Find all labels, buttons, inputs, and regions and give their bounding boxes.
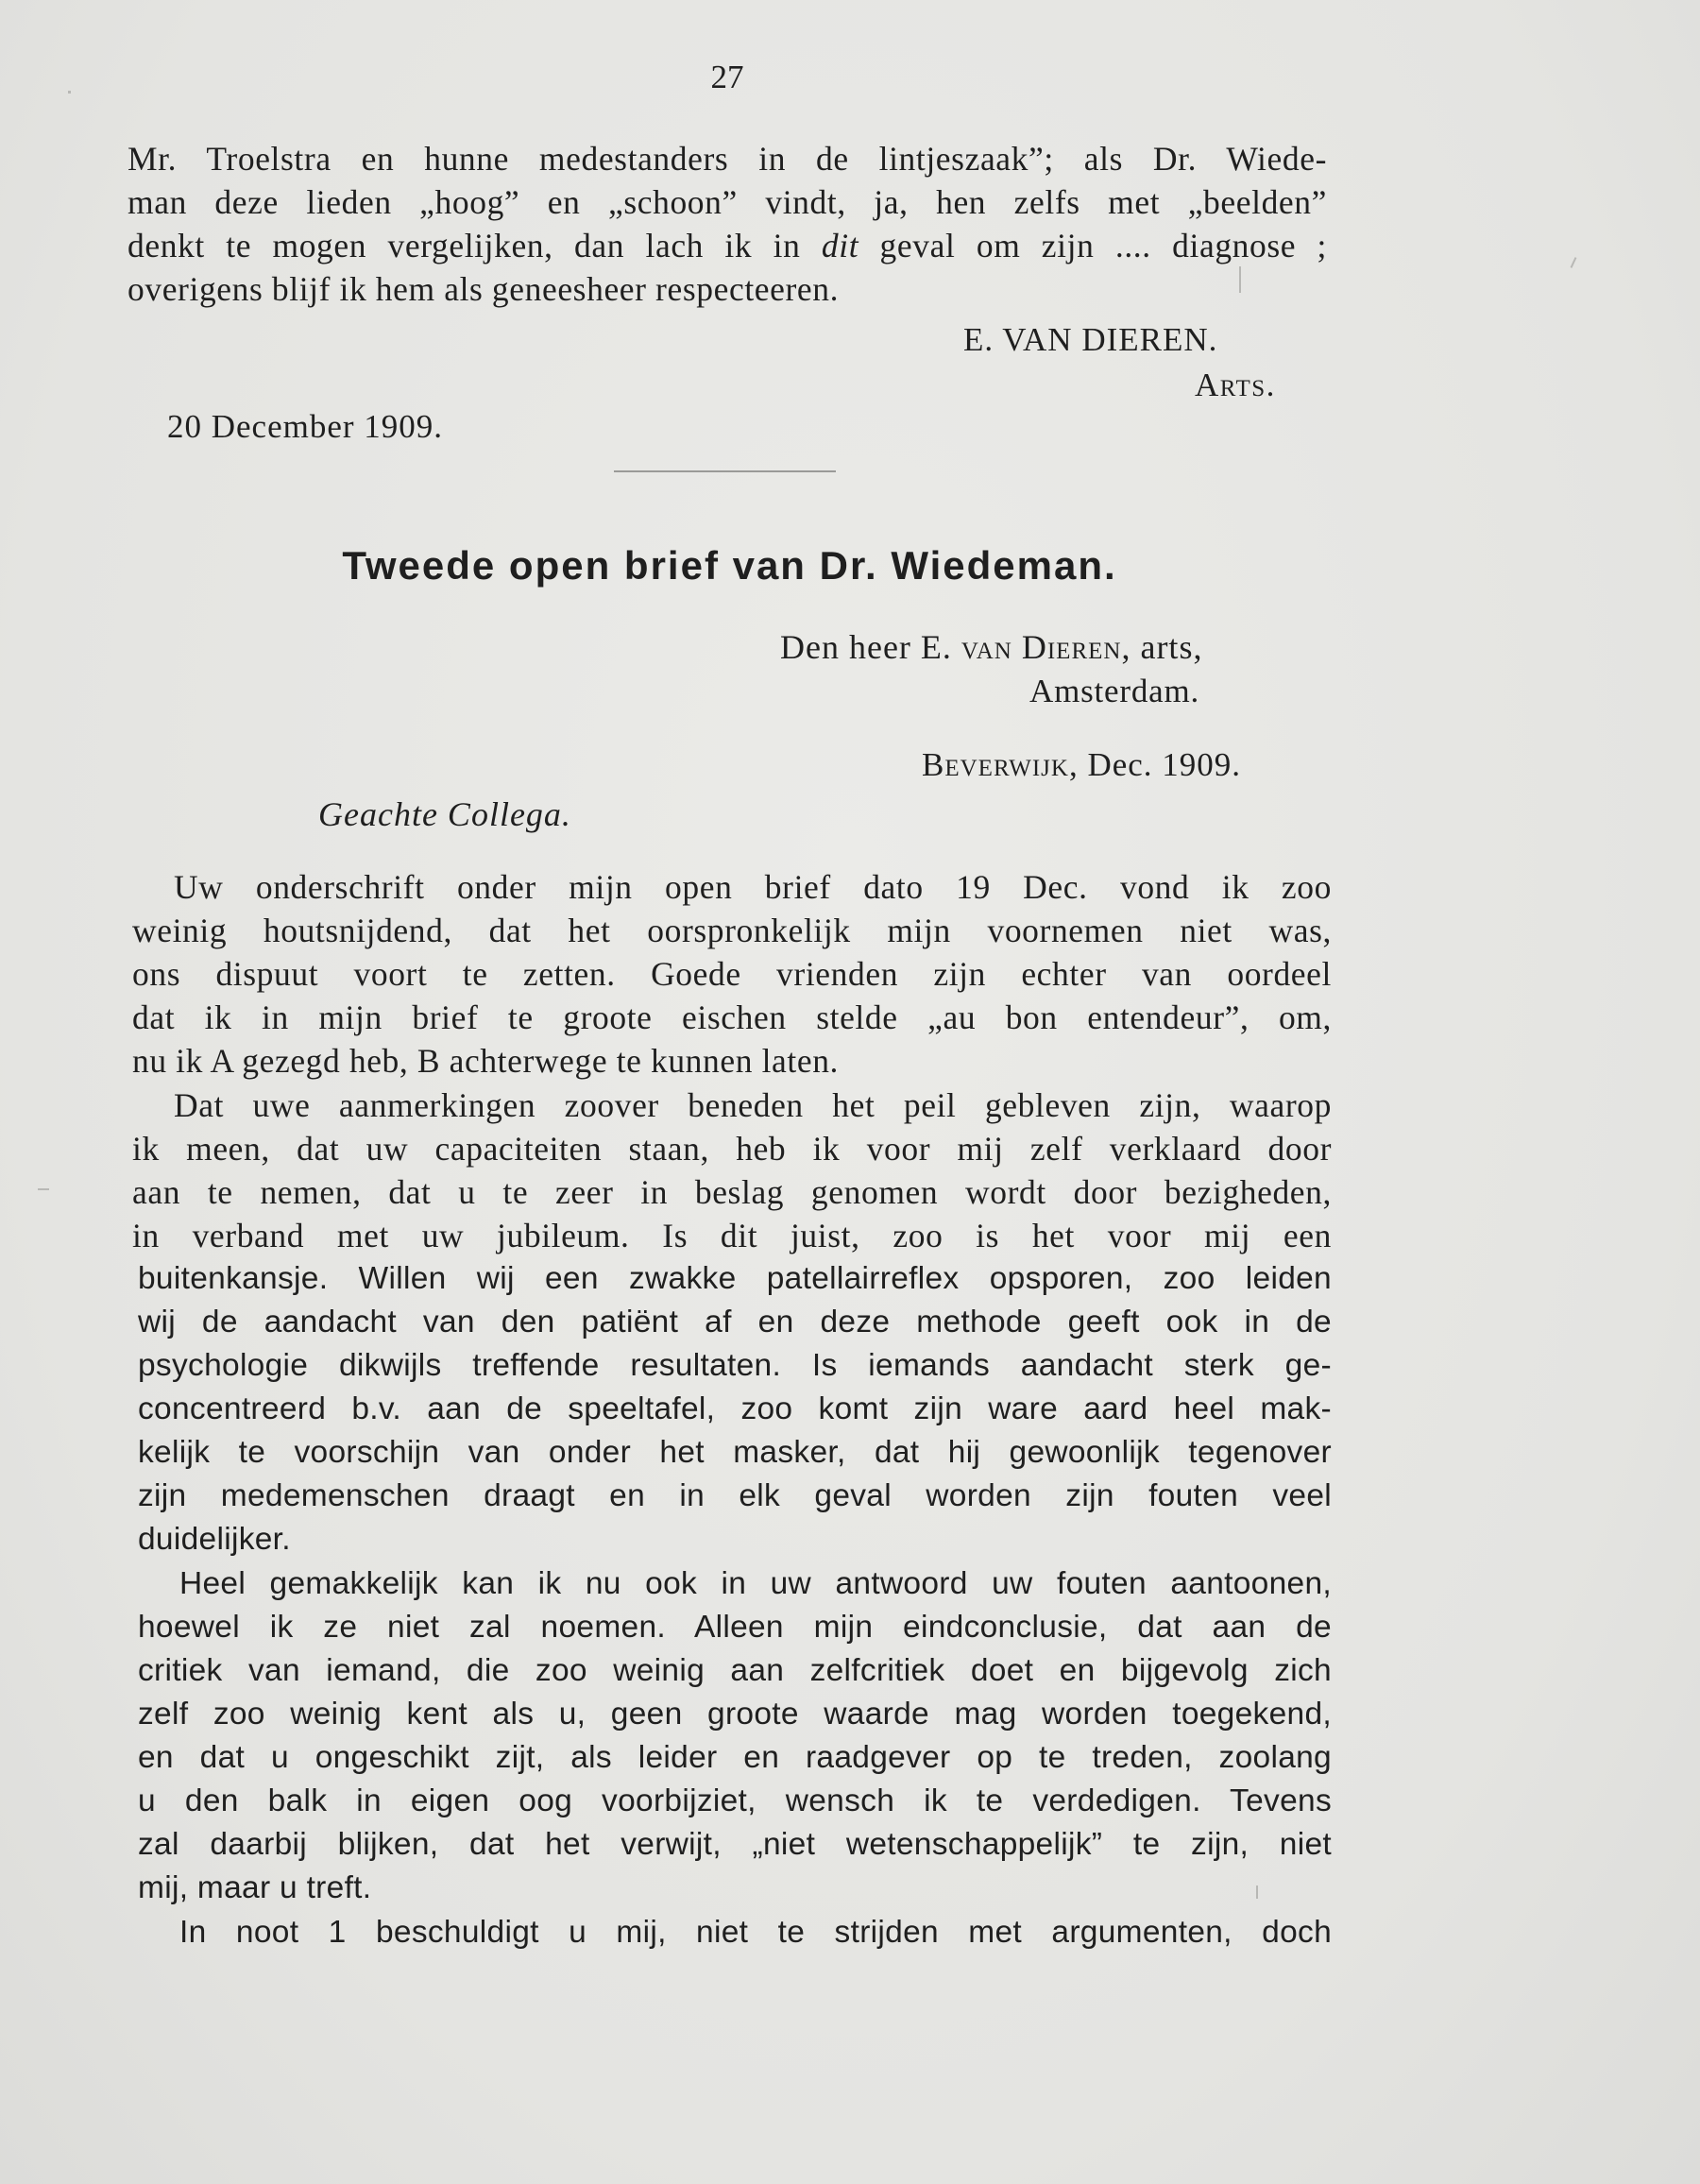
section-divider bbox=[614, 470, 836, 472]
body-text-line: ons dispuut voort te zetten. Goede vrienden zijn echter van oordeel bbox=[132, 955, 1332, 993]
body-text-line: u den balk in eigen oog voorbijziet, wensch ik te verdedigen. Tevens bbox=[138, 1783, 1332, 1818]
signature-title: Arts. bbox=[1195, 367, 1276, 403]
body-text-line: mij, maar u treft. bbox=[138, 1870, 372, 1905]
body-text-line: Dat uwe aanmerkingen zoover beneden het peil gebleven zijn, waarop bbox=[174, 1086, 1332, 1124]
body-text-line: buitenkansje. Willen wij een zwakke patellairreflex opsporen, zoo leiden bbox=[138, 1261, 1332, 1296]
body-text-line: Heel gemakkelijk kan ik nu ook in uw antwoord uw fouten aantoonen, bbox=[179, 1566, 1332, 1601]
addressee-city: Amsterdam. bbox=[1029, 673, 1200, 709]
body-text-line: critiek van iemand, die zoo weinig aan zelfcritiek doet en bijgevolg zich bbox=[138, 1653, 1332, 1688]
scan-speck bbox=[1239, 266, 1241, 293]
body-text-line: zelf zoo weinig kent als u, geen groote waarde mag worden toegekend, bbox=[138, 1697, 1332, 1732]
body-text-line: In noot 1 beschuldigt u mij, niet te strijden met argumenten, doch bbox=[179, 1915, 1332, 1950]
line-text: geval om zijn .... diagnose ; bbox=[858, 227, 1328, 264]
body-text-line: ik meen, dat uw capaciteiten staan, heb ik voor mij zelf verklaard door bbox=[132, 1130, 1332, 1168]
scan-speck bbox=[1571, 257, 1577, 268]
body-text-line: in verband met uw jubileum. Is dit juist, zoo is het voor mij een bbox=[132, 1217, 1332, 1254]
body-text-line: man deze lieden „hoog” en „schoon” vindt, ja, hen zelfs met „beelden” bbox=[128, 183, 1327, 221]
body-text-line: kelijk te voorschijn van onder het masker, dat hij gewoonlijk tegenover bbox=[138, 1435, 1332, 1470]
date-text: , Dec. 1909. bbox=[1068, 746, 1242, 783]
scan-speck bbox=[38, 1188, 49, 1190]
place-name: Beverwijk bbox=[922, 746, 1069, 783]
letter-date: 20 December 1909. bbox=[167, 408, 444, 445]
line-text: denkt te mogen vergelijken, dan lach ik in bbox=[128, 227, 822, 264]
italic-word: dit bbox=[821, 227, 859, 264]
body-text-line: en dat u ongeschikt zijt, als leider en raadgever op te treden, zoolang bbox=[138, 1740, 1332, 1775]
body-text-line: duidelijker. bbox=[138, 1522, 291, 1557]
addressee-suffix: , arts, bbox=[1121, 628, 1203, 666]
body-text-line: psychologie dikwijls treffende resultaten. Is iemands aandacht sterk ge- bbox=[138, 1348, 1332, 1383]
body-text-line: zijn medemenschen draagt en in elk geval worden zijn fouten veel bbox=[138, 1478, 1332, 1513]
letter-heading: Tweede open brief van Dr. Wiedeman. bbox=[342, 543, 1117, 588]
body-text-line bbox=[128, 224, 1327, 267]
addressee bbox=[780, 627, 1202, 667]
salutation: Geachte Collega. bbox=[318, 795, 571, 833]
body-text-line: concentreerd b.v. aan de speeltafel, zoo komt zijn ware aard heel mak- bbox=[138, 1391, 1332, 1426]
body-text-line: dat ik in mijn brief te groote eischen stelde „au bon entendeur”, om, bbox=[132, 998, 1332, 1036]
body-text-line: aan te nemen, dat u te zeer in beslag genomen wordt door bezigheden, bbox=[132, 1173, 1332, 1211]
page-number: 27 bbox=[710, 59, 744, 95]
signature-name: E. VAN DIEREN. bbox=[963, 321, 1218, 358]
body-text-line: Mr. Troelstra en hunne medestanders in de lintjeszaak”; als Dr. Wiede- bbox=[128, 140, 1327, 178]
addressee-name: van Dieren bbox=[960, 628, 1122, 666]
body-text-line: zal daarbij blijken, dat het verwijt, „niet wetenschappelijk” te zijn, niet bbox=[138, 1827, 1332, 1862]
scan-speck bbox=[68, 91, 71, 94]
scan-speck bbox=[1256, 1885, 1258, 1899]
body-text-line: weinig houtsnijdend, dat het oorspronkelijk mijn voornemen niet was, bbox=[132, 912, 1332, 949]
body-text-line: hoewel ik ze niet zal noemen. Alleen mijn eindconclusie, dat aan de bbox=[138, 1610, 1332, 1645]
body-text-line: Uw onderschrift onder mijn open brief dato 19 Dec. vond ik zoo bbox=[174, 868, 1332, 906]
body-text-line: nu ik A gezegd heb, B achterwege te kunnen laten. bbox=[132, 1042, 840, 1080]
addressee-prefix: Den heer E. bbox=[780, 628, 961, 666]
body-text-line: overigens blijf ik hem als geneesheer respecteeren. bbox=[128, 270, 840, 308]
body-text-line: wij de aandacht van den patiënt af en deze methode geeft ook in de bbox=[138, 1305, 1332, 1339]
place-date bbox=[922, 746, 1241, 784]
